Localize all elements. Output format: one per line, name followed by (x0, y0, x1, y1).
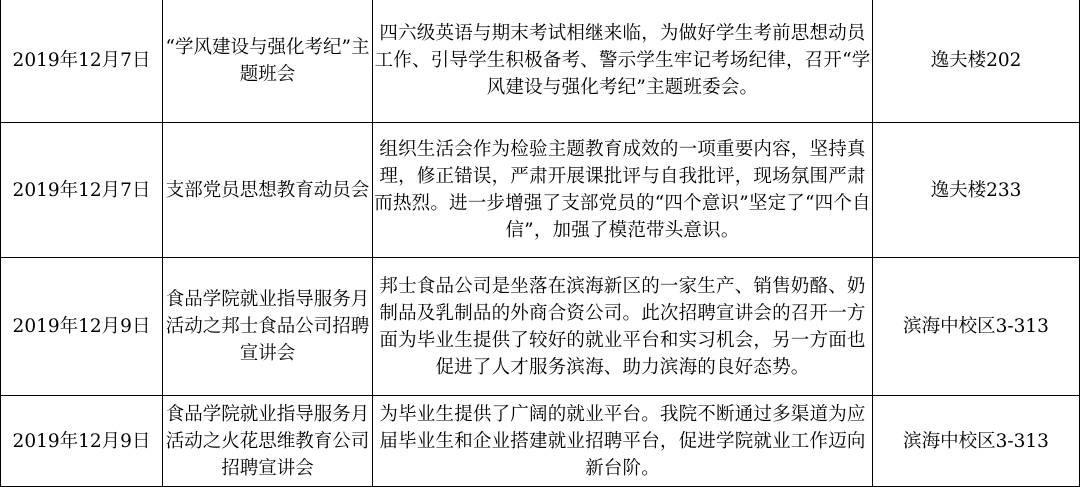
table-row (1, 123, 1080, 258)
date-cell: 2019年12月7日 (1, 0, 163, 123)
table-row (1, 396, 1080, 487)
location-cell: 逸夫楼202 (873, 0, 1080, 123)
date-cell: 2019年12月9日 (1, 396, 163, 487)
theme-cell: 食品学院就业指导服务月活动之火花思维教育公司招聘宣讲会 (163, 396, 373, 487)
table-row (1, 0, 1080, 123)
description-cell: 组织生活会作为检验主题教育成效的一项重要内容，坚持真理，修正错误，严肃开展课批评与自我批评，现场氛围严肃而热烈。进一步增强了支部党员的“四个意识”坚定了“四个自信”，加强了模范带头意识。 (373, 123, 873, 258)
table-row (1, 258, 1080, 396)
date-cell: 2019年12月9日 (1, 258, 163, 396)
location-cell: 滨海中校区3-313 (873, 396, 1080, 487)
theme-cell: 支部党员思想教育动员会 (163, 123, 373, 258)
description-cell: 四六级英语与期末考试相继来临，为做好学生考前思想动员工作、引导学生积极备考、警示学生牢记考场纪律，召开“学风建设与强化考纪”主题班委会。 (373, 0, 873, 123)
description-cell: 邦士食品公司是坐落在滨海新区的一家生产、销售奶酪、奶制品及乳制品的外商合资公司。此次招聘宣讲会的召开一方面为毕业生提供了较好的就业平台和实习机会，另一方面也促进了人才服务滨海、助力滨海的良好态势。 (373, 258, 873, 396)
location-cell: 滨海中校区3-313 (873, 258, 1080, 396)
date-cell: 2019年12月7日 (1, 123, 163, 258)
theme-cell: 食品学院就业指导服务月活动之邦士食品公司招聘宣讲会 (163, 258, 373, 396)
description-cell: 为毕业生提供了广阔的就业平台。我院不断通过多渠道为应届毕业生和企业搭建就业招聘平台，促进学院就业工作迈向新台阶。 (373, 396, 873, 487)
location-cell: 逸夫楼233 (873, 123, 1080, 258)
theme-cell: “学风建设与强化考纪”主题班会 (163, 0, 373, 123)
